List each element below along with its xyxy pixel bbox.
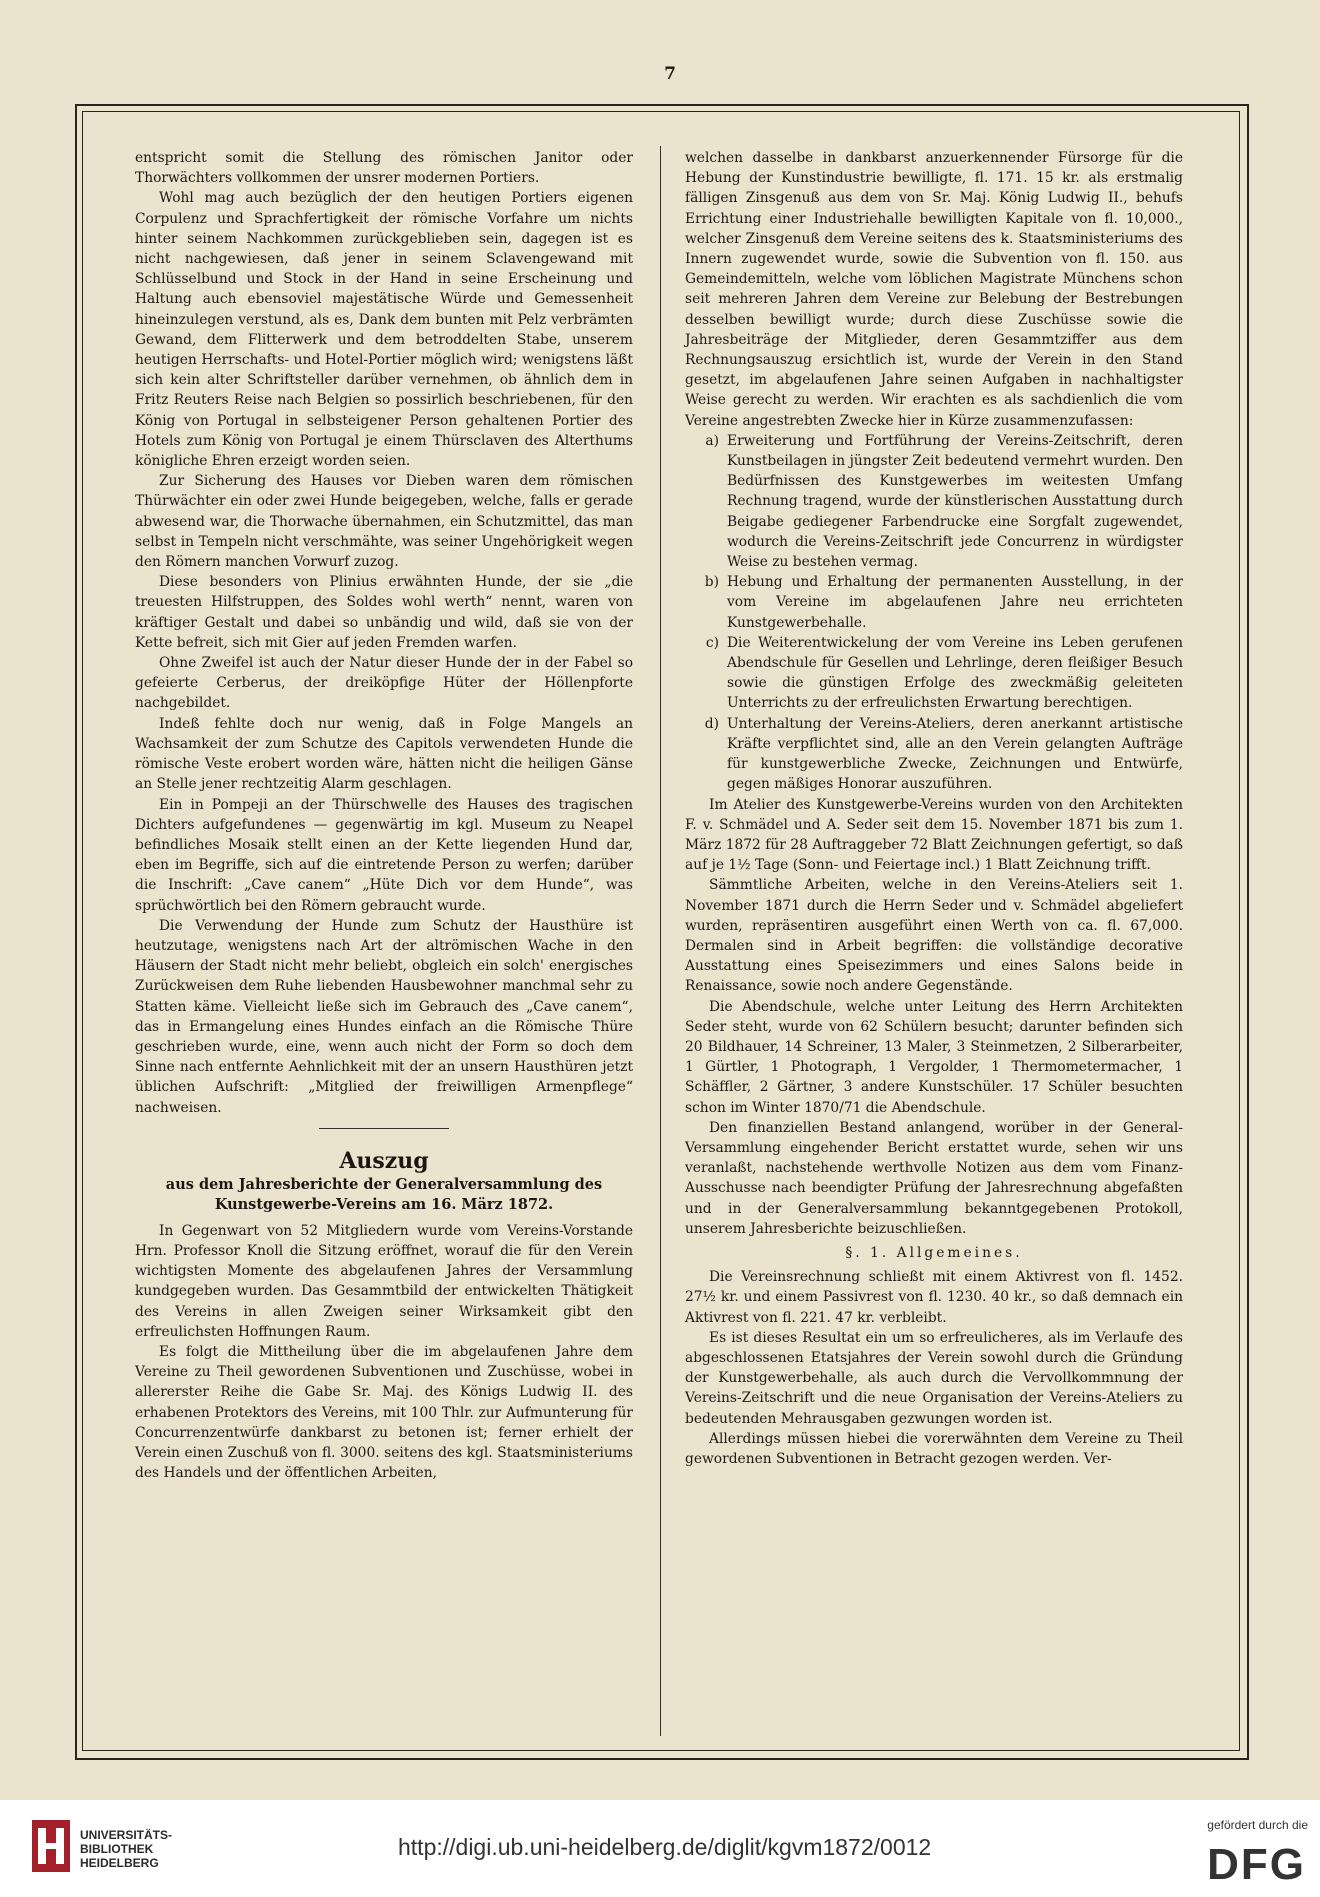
list-marker: c) [705, 634, 719, 651]
section-heading: §. 1. Allgemeines. [845, 1244, 1023, 1261]
paragraph: Ohne Zweifel ist auch der Natur dieser Hunde der in der Fabel so gefeierte Cerberus, der dreiköpfige Hüter der Höllenpforte nachgebildet. [135, 655, 633, 712]
list-marker: a) [705, 432, 719, 449]
left-column [135, 148, 633, 1483]
dfg-logo: DFG [1207, 1840, 1306, 1889]
paragraph: Den finanziellen Bestand anlangend, worüber in der General-Versammlung eingehender Bericht erstattet wurde, sehen wir uns veranlaßt, nachstehende werthvolle Notizen aus dem vom Finanz-Ausschusse nach beendigter Prüfung der Jahresrechnung abgefaßten und in der Generalversammlung bekanntgegebenen Protokoll, unserem Jahresberichte beizuschließen. [685, 1119, 1183, 1237]
paragraph: Es folgt die Mittheilung über die im abgelaufenen Jahre dem Vereine zu Theil gewordenen Subventionen und Zuschüsse, wobei in allererster Reihe die Gabe Sr. Maj. des Königs Ludwig II. des erhabenen Protektors des Vereins, mit 100 Thlr. zur Aufmunterung für Concurrenzentwürfe dankbarst zu betonen ist; ferner erhielt der Verein einen Zuschuß von fl. 3000. seitens des kgl. Staatsministeriums des Handels und der öffentlichen Arbeiten, [135, 1343, 633, 1482]
paragraph: Ein in Pompeji an der Thürschwelle des Hauses des tragischen Dichters aufgefundenes — gegenwärtig im kgl. Museum zu Neapel befindliches Mosaik stellt einen an der Kette liegenden Hund dar, eben im Begriffe, sich auf die eintretende Person zu werfen; darüber die Inschrift: „Cave canem“ „Hüte Dich vor dem Hunde“, was sprüchwörtlich bei den Römern gebraucht wurde. [135, 796, 633, 914]
right-column [685, 148, 1183, 1469]
list-text: Hebung und Erhaltung der permanenten Ausstellung, in der vom Vereine im abgelaufenen Jahre neu errichteten Kunstgewerbehalle. [727, 574, 1183, 631]
article-subtitle: aus dem Jahresberichte der Generalversammlung des Kunstgewerbe-Vereins am 16. März 1872. [165, 1175, 603, 1213]
paragraph: Sämmtliche Arbeiten, welche in den Vereins-Ateliers seit 1. November 1871 durch die Herrn Seder und v. Schmädel abgeliefert wurden, repräsentiren ausgeführt einen Werth von ca. fl. 67,000. Dermalen sind in Arbeit begriffen: die vollständige decorative Ausstattung eines Speisezimmers und eines Salons beide in Renaissance, sowie noch andere Gegenstände. [685, 877, 1183, 995]
paragraph: welchen dasselbe in dankbarst anzuerkennender Fürsorge für die Hebung der Kunstindustrie bewilligte, fl. 171. 15 kr. als erstmalig fälligen Zinsgenuß aus dem von Sr. Maj. König Ludwig II., behufs Errichtung einer Industriehalle bewilligten Kapitale von fl. 10,000., welcher Zinsgenuß dem Vereine seitens des k. Staatsministeriums des Innern zugewendet wurde, sowie die Subvention von fl. 150. aus Gemeindemitteln, welche vom löblichen Magistrate Münchens schon seit mehreren Jahren dem Vereine zur Belebung der Bestrebungen desselben bewilligt wurde; durch diese Zuschüsse sowie die Jahresbeiträge der Mitglieder, deren Gesammtziffer aus dem Rechnungsauszug ersichtlich ist, wurde der Verein in den Stand gesetzt, im abgelaufenen Jahre seinen Aufgaben in nachhaltigster Weise gerecht zu werden. Wir erachten es als sachdienlich die vom Vereine angestrebten Zwecke hier in Kürze zusammenzufassen: [685, 150, 1183, 429]
library-name-line: UNIVERSITÄTS- [80, 1828, 173, 1842]
library-name [80, 1828, 220, 1870]
paragraph: Diese besonders von Plinius erwähnten Hunde, der sie „die treuesten Hilfstruppen, des Soldes wohl werth“ nennt, waren von kräftiger Gestalt und dabei so unbändig und wild, daß sie von der Kette befreit, sich mit Gier auf jeden Fremden warfen. [135, 574, 633, 651]
paragraph: Indeß fehlte doch nur wenig, daß in Folge Mangels an Wachsamkeit der zum Schutze des Capitols verwendeten Hunde die römische Veste erobert worden wäre, hätten nicht die heiligen Gänse an Stelle jener rechtzeitig Alarm geschlagen. [135, 715, 633, 793]
funding-caption: gefördert durch die [1207, 1818, 1308, 1832]
list-text: Unterhaltung der Vereins-Ateliers, deren anerkannt artistische Kräfte verpflichtet sind, alle an den Verein gelangten Aufträge für kunstgewerbliche Zwecke, Zeichnungen und Entwürfe, gegen mäßiges Honorar auszuführen. [727, 715, 1183, 793]
list-item [685, 572, 1183, 633]
list-item [685, 714, 1183, 795]
list-text: Erweiterung und Fortführung der Vereins-Zeitschrift, deren Kunstbeilagen in jüngster Zeit bedeutend vermehrt wurden. Den Bedürfnissen des Kunstgewerbes im weitesten Umfang Rechnung tragend, wurde der künstlerischen Ausstattung durch Beigabe gediegener Farbendrucke eine Sorgfalt zugewendet, wodurch die Vereins-Zeitschrift jede Concurrenz in würdigster Weise zu bestehen vermag. [727, 432, 1183, 571]
paragraph: Im Atelier des Kunstgewerbe-Vereins wurden von den Architekten F. v. Schmädel und A. Seder seit dem 15. November 1871 bis zum 1. März 1872 für 28 Auftraggeber 72 Blatt Zeichnungen gefertigt, so daß auf je 1½ Tage (Sonn- und Feiertage incl.) 1 Blatt Zeichnung trifft. [685, 796, 1183, 874]
paragraph: Die Vereinsrechnung schließt mit einem Aktivrest von fl. 1452. 27½ kr. und einem Passivrest von fl. 1230. 40 kr., so daß demnach ein Aktivrest von fl. 221. 47 kr. verbleibt. [685, 1269, 1183, 1326]
list-marker: d) [704, 715, 719, 732]
university-library-logo-icon [30, 1816, 72, 1876]
paragraph: Wohl mag auch bezüglich der den heutigen Portiers eigenen Corpulenz und Sprachfertigkeit der römische Vorfahre um nichts hinter seinem Nachkommen zurückgeblieben sein, dagegen ist es nicht nachgewiesen, daß jener in seinem Sclavengewand mit Schlüsselbund und Stock in der Hand in seine Erscheinung und Haltung auch ebensoviel majestätische Würde und Gemessenheit hineinzulegen verstund, als es, Dank dem bunten mit Pelz verbrämten Gewand, dem Flitterwerk und dem betroddelten Stabe, unserem heutigen Herrschafts- und Hotel-Portier möglich wird; wenigstens läßt sich kein alter Schriftsteller darüber vernehmen, ob ähnlich dem in Fritz Reuters Reise nach Belgien so possirlich beschriebenen, für den König von Portugal in selbsteigener Person gehaltenen Portier des Hotels zum König von Portugal je einem Thürsclaven des Alterthums königliche Ehren erzeigt worden seien. [135, 190, 633, 470]
footer-bar [0, 1800, 1320, 1897]
permalink-url[interactable]: http://digi.ub.uni-heidelberg.de/diglit/kgvm1872/0012 [398, 1834, 932, 1860]
paragraph: Die Verwendung der Hunde zum Schutz der Hausthüre ist heutzutage, wenigstens nach Art der altrömischen Wache in den Häusern der Stadt nicht mehr beliebt, obgleich ein solch' energisches Zurückweisen dem Ruhe liebenden Hausbewohner manchmal sehr zu Statten käme. Vielleicht ließe sich im Gebrauch des „Cave canem“, das in Ermangelung eines Hundes einfach an die Römische Thüre geschrieben wurde, eine, wenn auch nicht der Form so doch dem Sinne nach entfernte Aehnlichkeit mit der an unsern Hausthüren jetzt üblichen Aufschrift: „Mitglied der freiwilligen Armenpflege“ nachweisen. [135, 917, 633, 1116]
page-number: 7 [664, 64, 676, 84]
list-text: Die Weiterentwickelung der vom Vereine ins Leben gerufenen Abendschule für Gesellen und Lehrlinge, deren fleißiger Besuch sowie die günstigen Erfolge des zweckmäßig geleiteten Unterrichts zu der erfreulichsten Erwartung berechtigen. [727, 634, 1183, 712]
paragraph: Die Abendschule, welche unter Leitung des Herrn Architekten Seder steht, wurde von 62 Schülern besucht; darunter befinden sich 20 Bildhauer, 14 Schreiner, 13 Maler, 3 Steinmetzen, 2 Silberarbeiter, 1 Gürtler, 1 Photograph, 1 Vergolder, 1 Thermometermacher, 1 Schäffler, 2 Gärtner, 3 andere Kunstschüler. 17 Schüler besuchten schon im Winter 1870/71 die Abendschule. [685, 998, 1183, 1116]
article-title: Auszug [339, 1147, 429, 1174]
list-marker: b) [704, 574, 719, 591]
paragraph: entspricht somit die Stellung des römischen Janitor oder Thorwächters vollkommen der unsrer modernen Portiers. [135, 150, 633, 187]
paragraph: In Gegenwart von 52 Mitgliedern wurde vom Vereins-Vorstande Hrn. Professor Knoll die Sitzung eröffnet, worauf die für den Verein wichtigsten Momente des abgelaufenen Jahres der Versammlung kundgegeben wurden. Das Gesammtbild der entwickelten Thätigkeit des Vereins in allen Zweigen seiner Wirksamkeit gibt den erfreulichsten Hoffnungen Raum. [135, 1222, 633, 1340]
paragraph: Zur Sicherung des Hauses vor Dieben waren dem römischen Thürwächter ein oder zwei Hunde beigegeben, welche, falls er gerade abwesend war, die Thorwache übernahmen, ein Schutzmittel, das man selbst in Tempeln nicht verschmähte, was seiner Ungehörigkeit wegen den Römern manchen Vorwurf zuzog. [135, 473, 633, 571]
list-item [685, 431, 1183, 572]
list-item [685, 633, 1183, 714]
library-name-line: HEIDELBERG [80, 1856, 159, 1870]
paragraph: Allerdings müssen hiebei die vorerwähnten dem Vereine zu Theil gewordenen Subventionen in Betracht gezogen werden. Ver- [685, 1430, 1183, 1467]
paragraph: Es ist dieses Resultat ein um so erfreulicheres, als im Verlaufe des abgeschlossenen Etatsjahres der Verein sowohl durch die Gründung der Kunstgewerbehalle, als auch durch die Vervollkommnung der Vereins-Zeitschrift und die neue Organisation der Vereins-Ateliers zu bedeutenden Mehrausgaben gezwungen worden ist. [685, 1329, 1183, 1427]
library-name-line: BIBLIOTHEK [80, 1842, 154, 1856]
section-rule [319, 1128, 449, 1129]
column-divider [660, 146, 661, 1736]
